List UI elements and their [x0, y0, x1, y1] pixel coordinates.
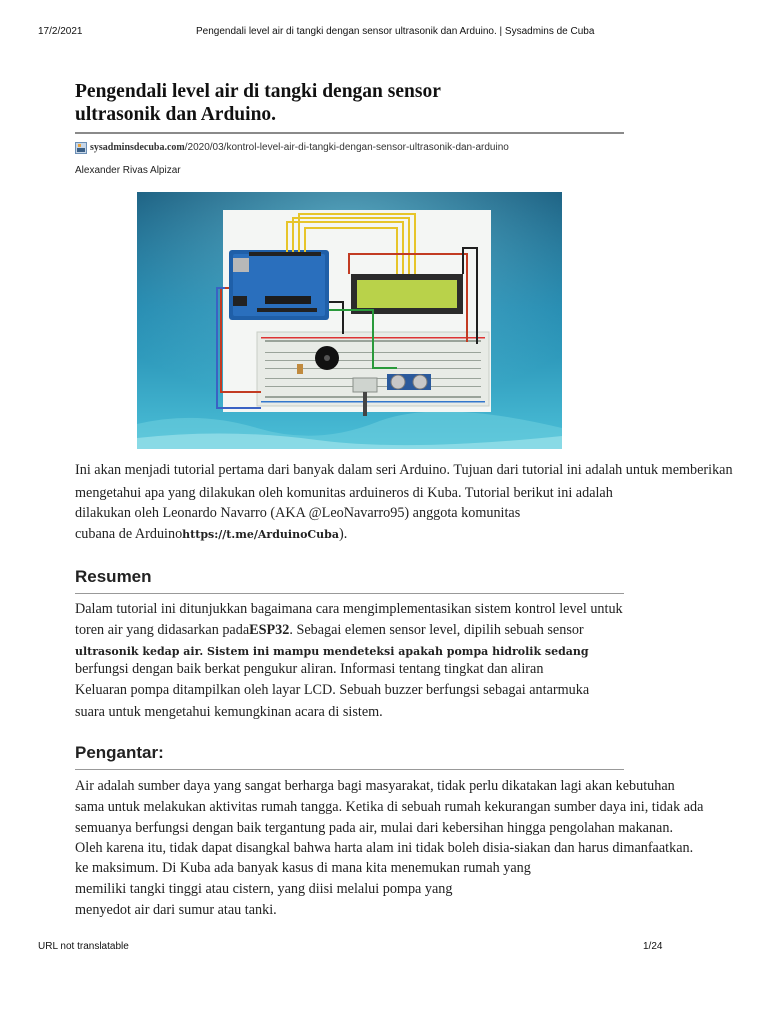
pengantar-line-6: memiliki tangki tinggi atau cistern, yang diisi melalui pompa yang	[75, 881, 453, 897]
resumen-line-6: suara untuk mengetahui kemungkinan acara di sistem.	[75, 704, 383, 720]
source-domain[interactable]: sysadminsdecuba.com	[90, 141, 185, 153]
site-favicon-icon	[75, 142, 87, 154]
intro-line-1: Ini akan menjadi tutorial pertama dari banyak dalam seri Arduino. Tujuan dari tutorial ini adalah untuk memberikan	[75, 462, 733, 478]
resumen-line-2-text: toren air yang didasarkan pada	[75, 622, 250, 638]
intro-line-4-text: cubana de Arduino	[75, 526, 183, 542]
print-footer-page-number: 1/24	[643, 941, 663, 952]
intro-line-4-close: ).	[338, 526, 348, 542]
article-title-line1: Pengendali level air di tangki dengan sensor	[75, 81, 441, 102]
heading-pengantar: Pengantar:	[75, 743, 164, 762]
resumen-line-2-rest: . Sebagai elemen sensor level, dipilih sebuah sensor	[289, 622, 584, 638]
pengantar-line-5: ke maksimum. Di Kuba ada banyak kasus di mana kita menemukan rumah yang	[75, 860, 531, 876]
pengantar-line-2: sama untuk melakukan aktivitas rumah tangga. Ketika di sebuah rumah kekurangan sumber daya ini, tidak ada	[75, 799, 704, 815]
intro-line-4	[75, 526, 347, 543]
esp32-label: ESP32	[249, 622, 290, 638]
source-url[interactable]	[75, 141, 509, 153]
resumen-line-3-bold: ultrasonik kedap air. Sistem ini mampu mendeteksi apakah pompa hidrolik sedang	[75, 645, 589, 658]
resumen-line-1: Dalam tutorial ini ditunjukkan bagaimana cara mengimplementasikan sistem kontrol level untuk	[75, 601, 623, 617]
resumen-line-2	[75, 622, 584, 639]
pengantar-line-4: Oleh karena itu, tidak dapat disangkal bahwa harta alam ini tidak boleh disia-siakan dan harus dimanfaatkan.	[75, 840, 694, 856]
telegram-link[interactable]: https://t.me/ArduinoCuba	[182, 528, 339, 541]
intro-line-3: dilakukan oleh Leonardo Navarro (AKA @LeoNavarro95) anggota komunitas	[75, 505, 521, 521]
resumen-line-4: berfungsi dengan baik berkat pengukur aliran. Informasi tentang tingkat dan aliran	[75, 661, 544, 677]
print-header-title: Pengendali level air di tangki dengan sensor ultrasonik dan Arduino. | Sysadmins de Cuba	[196, 26, 595, 37]
pengantar-line-1: Air adalah sumber daya yang sangat berharga bagi masyarakat, tidak perlu dikatakan lagi akan kebutuhan	[75, 778, 675, 794]
resumen-line-5: Keluaran pompa ditampilkan oleh layar LCD. Sebuah buzzer berfungsi sebagai antarmuka	[75, 682, 590, 698]
article-title-line2: ultrasonik dan Arduino.	[75, 104, 277, 125]
heading-resumen: Resumen	[75, 567, 152, 586]
pengantar-divider	[75, 769, 624, 770]
resumen-divider	[75, 593, 624, 594]
article-title	[75, 80, 635, 126]
pengantar-line-7: menyedot air dari sumur atau tanki.	[75, 902, 277, 918]
hero-image-circuit	[137, 192, 562, 449]
pengantar-line-3: semuanya berfungsi dengan baik tergantung pada air, mulai dari kebersihan hingga pengolahan makanan.	[75, 820, 673, 836]
resumen-line-3	[75, 643, 589, 660]
print-header-date: 17/2/2021	[38, 26, 83, 37]
circuit-illustration	[137, 192, 562, 449]
print-footer-url-note: URL not translatable	[38, 941, 129, 952]
intro-line-2: mengetahui apa yang dilakukan oleh komunitas arduineros di Kuba. Tutorial berikut ini adalah	[75, 485, 613, 501]
source-path[interactable]: /2020/03/kontrol-level-air-di-tangki-dengan-sensor-ultrasonik-dan-arduino	[184, 141, 509, 153]
title-divider	[75, 132, 624, 134]
article-author: Alexander Rivas Alpizar	[75, 165, 181, 176]
